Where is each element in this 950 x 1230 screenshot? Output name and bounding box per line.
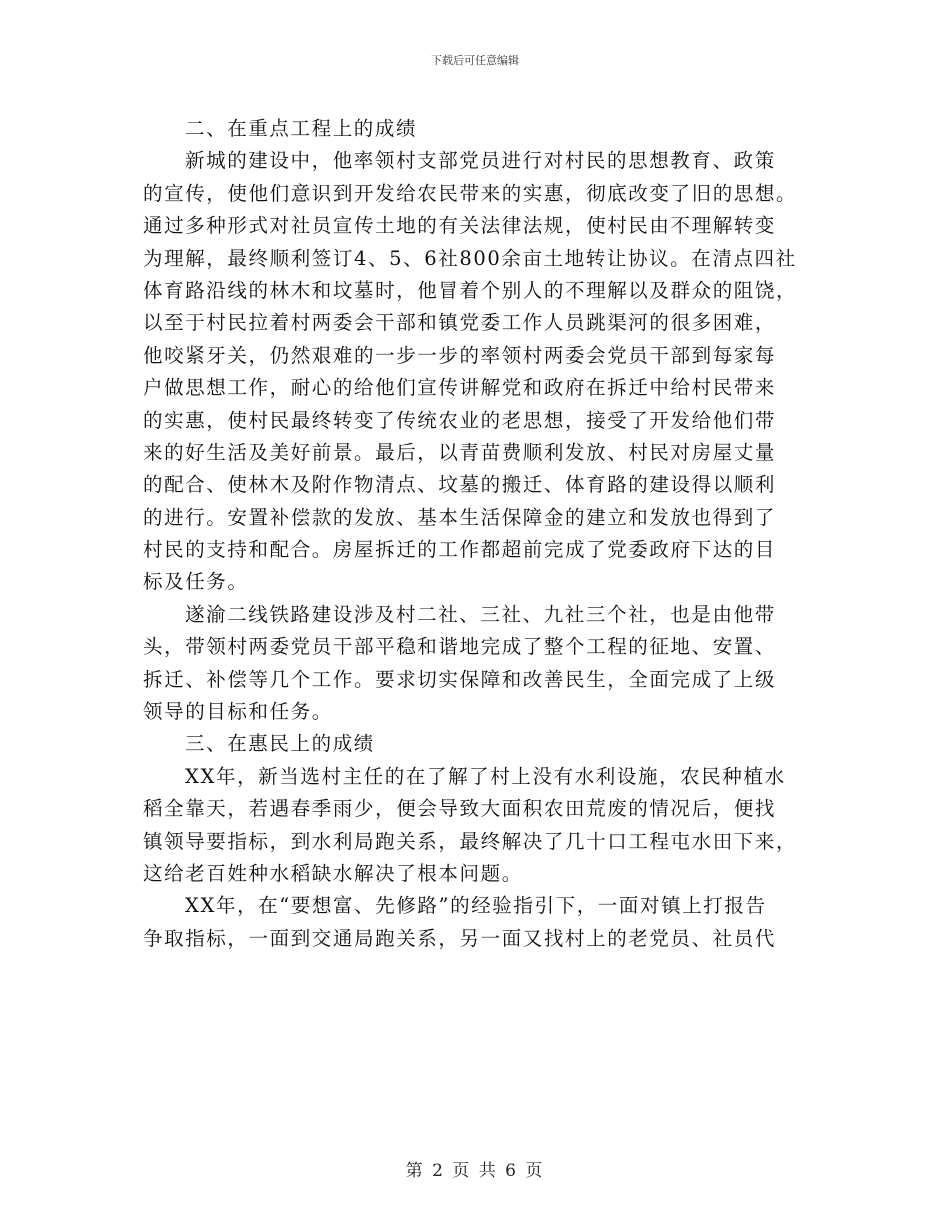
text-line: 镇领导要指标，到水利局跑关系，最终解决了几十口工程屯水田下来， [143,829,798,853]
text-line: 的进行。安置补偿款的发放、基本生活保障金的建立和发放也得到了 [143,505,777,529]
text-line: 二、在重点工程上的成绩 [185,117,418,140]
text-line: 以至于村民拉着村两委会干部和镇党委工作人员跳渠河的很多困难， [143,311,777,335]
text-line: 体育路沿线的林木和坟墓时，他冒着个别人的不理解以及群众的阻饶， [143,278,798,302]
text-line: 标及任务。 [143,570,249,594]
page-header: 下载后可任意编辑 [431,54,519,67]
text-line: 头，带领村两委党员干部平稳和谐地完成了整个工程的征地、安置、 [143,635,777,659]
text-line: 遂渝二线铁路建设涉及村二社、三社、九社三个社，也是由他带 [185,602,776,626]
text-line: 三、在惠民上的成绩 [185,732,375,756]
text-line: 他咬紧牙关，仍然艰难的一步一步的率领村两委会党员干部到每家每 [143,343,777,367]
text-line: 为理解，最终顺利签订4、5、6社800余亩土地转让协议。在清点四社 [143,246,797,270]
text-line: XX年，在“要想富、先修路”的经验指引下，一面对镇上打报告 [185,894,767,918]
body-text [143,113,811,955]
text-line: 户做思想工作，耐心的给他们宣传讲解党和政府在拆迁中给村民带来 [143,376,777,400]
text-line: 的宣传，使他们意识到开发给农民带来的实惠，彻底改变了旧的思想。 [143,181,798,205]
text-line: XX年，新当选村主任的在了解了村上没有水利设施，农民种植水 [185,764,786,788]
text-line: 村民的支持和配合。房屋拆迁的工作都超前完成了党委政府下达的目 [143,538,777,562]
text-line: 稻全靠天，若遇春季雨少，便会导致大面积农田荒废的情况后，便找 [143,797,777,821]
text-line: 新城的建设中，他率领村支部党员进行对村民的思想教育、政策 [185,149,776,173]
text-line: 这给老百姓种水稻缺水解决了根本问题。 [143,861,523,885]
page-footer: 第 2 页 共 6 页 [405,1161,545,1181]
text-line: 领导的目标和任务。 [143,700,333,724]
text-line: 通过多种形式对社员宣传土地的有关法律法规，使村民由不理解转变 [143,214,777,238]
text-line: 拆迁、补偿等几个工作。要求切实保障和改善民生，全面完成了上级 [143,667,777,691]
text-line: 的配合、使林木及附作物清点、坟墓的搬迁、体育路的建设得以顺利 [143,473,777,497]
text-line: 来的好生活及美好前景。最后，以青苗费顺利发放、村民对房屋丈量 [143,440,777,464]
text-line: 的实惠，使村民最终转变了传统农业的老思想，接受了开发给他们带 [143,408,777,432]
text-line: 争取指标，一面到交通局跑关系，另一面又找村上的老党员、社员代 [143,926,777,950]
